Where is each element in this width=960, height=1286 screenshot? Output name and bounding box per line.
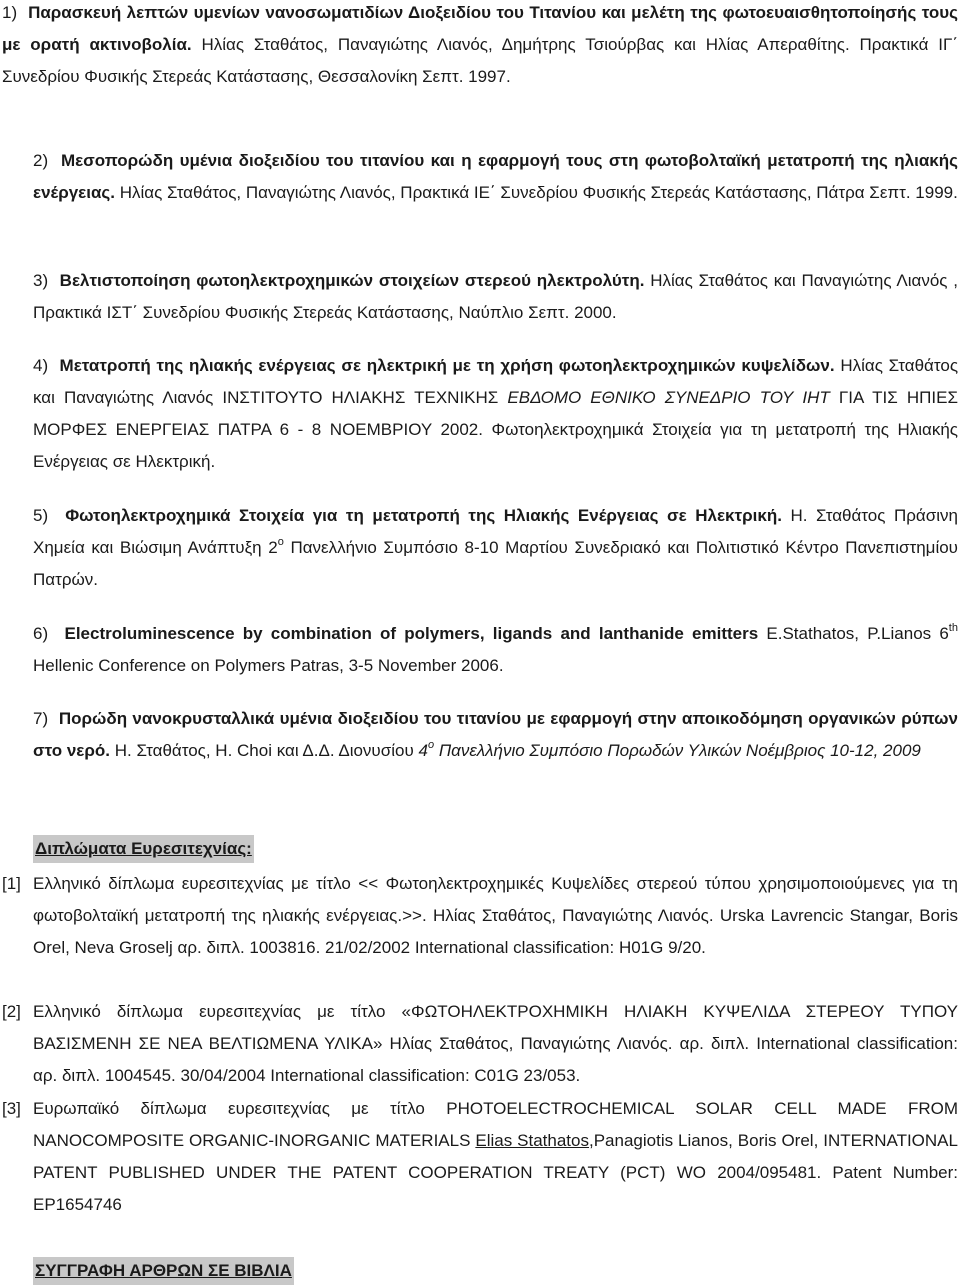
publication-title: Παρασκευή λεπτών υμενίων νανοσωματιδίων Διοξειδίου του Τιτανίου και μελέτη της φωτοευαισθητοποίησής τους με ορατή ακτινοβολία.: [2, 3, 958, 54]
publication-item-6: 6) Electroluminescence by combination of polymers, ligands and lanthanide emitters E.Stathatos, P.Lianos 6th Hellenic Conference on Polymers Patras, 3-5 November 2006.: [33, 622, 958, 675]
patent-text: Ελληνικό δίπλωμα ευρεσιτεχνίας με τίτλο «ΦΩΤΟΗΛΕΚΤΡΟΧΗΜΙΚΗ ΗΛΙΑΚΗ ΚΥΨΕΛΙΔΑ ΣΤΕΡΕΟΥ ΤΥΠΟΥ ΒΑΣΙΣΜΕΝΗ ΣΕ ΝΕΑ ΒΕΛΤΙΩΜΕΝΑ ΥΛΙΚΑ» Ηλίας Σταθάτος, Παναγιώτης Λιανός. αρ. διπλ. International classification: αρ. διπλ. 1004545. 30/04/2004 International classification: C01G 23/053.: [33, 1002, 958, 1085]
patent-item-2: [2] Ελληνικό δίπλωμα ευρεσιτεχνίας με τίτλο «ΦΩΤΟΗΛΕΚΤΡΟΧΗΜΙΚΗ ΗΛΙΑΚΗ ΚΥΨΕΛΙΔΑ ΣΤΕΡΕΟΥ ΤΥΠΟΥ ΒΑΣΙΣΜΕΝΗ ΣΕ ΝΕΑ ΒΕΛΤΙΩΜΕΝΑ ΥΛΙΚΑ» Ηλίας Σταθάτος, Παναγιώτης Λιανός. αρ. διπλ. International classification: αρ. διπλ. 1004545. 30/04/2004 International classification: C01G 23/053.: [0, 996, 958, 1092]
publication-details: Ηλίας Σταθάτος, Παναγιώτης Λιανός, Δημήτρης Τσιούρβας και Ηλίας Απεραθίτης. Πρακτικά ΙΓ΄ Συνεδρίου Φυσικής Στερεάς Κατάστασης, Θεσσαλονίκη Σεπτ. 1997.: [2, 35, 958, 86]
conference-name: ΕΒΔΟΜΟ ΕΘΝΙΚΟ ΣΥΝΕΔΡΙΟ ΤΟΥ ΙΗΤ: [507, 388, 830, 407]
publication-item-5: 5) Φωτοηλεκτροχημικά Στοιχεία για τη μετατροπή της Ηλιακής Ενέργειας σε Ηλεκτρική. Η. Σταθάτος Πράσινη Χημεία και Βιώσιμη Ανάπτυξη $2^o$ Πανελλήνιο Συμπόσιο 8-10 Μαρτίου Συνεδριακό και Πολιτιστικό Κέντρο Πανεπιστημίου Πατρών.: [33, 506, 958, 589]
patent-item-1: [1] Ελληνικό δίπλωμα ευρεσιτεχνίας με τίτλο << Φωτοηλεκτροχημικές Κυψελίδες στερεού τύπου χρησιμοποιούμενες για τη φωτοβολταϊκή μετατροπή της ηλιακής ενέργειας.>>. Ηλίας Σταθάτος, Παναγιώτης Λιανός. Urska Lavrencic Stangar, Boris Orel, Neva Groselj αρ. διπλ. 1003816. 21/02/2002 International classification: H01G 9/20.: [0, 868, 958, 964]
patent-text: Ευρωπαϊκό δίπλωμα ευρεσιτεχνίας με τίτλο PHOTOELECTROCHEMICAL SOLAR CELL MADE FROM NANOCOMPOSITE ORGANIC-INORGANIC MATERIALS Elias Stathatos,Panagiotis Lianos, Boris Orel, INTERNATIONAL PATENT PUBLISHED UNDER THE PATENT COOPERATION TREATY (PCT) WO 2004/095481. Patent Number: EP1654746: [33, 1099, 958, 1214]
publication-details: E.Stathatos, P.Lianos 6: [766, 624, 949, 643]
patent-text: Ελληνικό δίπλωμα ευρεσιτεχνίας με τίτλο << Φωτοηλεκτροχημικές Κυψελίδες στερεού τύπου χρησιμοποιούμενες για τη φωτοβολταϊκή μετατροπή της ηλιακής ενέργειας.>>. Ηλίας Σταθάτος, Παναγιώτης Λιανός. Urska Lavrencic Stangar, Boris Orel, Neva Groselj αρ. διπλ. 1003816. 21/02/2002 International classification: H01G 9/20.: [33, 874, 958, 957]
publication-title: Μεσοπορώδη υμένια διοξειδίου του τιτανίου και η εφαρμογή τους στη φωτοβολταϊκή μετατροπή της ηλιακής ενέργειας.: [33, 151, 958, 202]
publication-details: Η. Σταθάτος Πράσινη Χημεία και Βιώσιμη Ανάπτυξη 2: [33, 506, 958, 557]
publication-details-cont: ΓΙΑ ΤΙΣ ΗΠΙΕΣ ΜΟΡΦΕΣ ΕΝΕΡΓΕΙΑΣ ΠΑΤΡΑ 6 - 8 ΝΟΕΜΒΡΙΟΥ 2002. Φωτοηλεκτροχημικά Στοιχεία για τη μετατροπή της Ηλιακής Ενέργειας σε Ηλεκτρική.: [33, 388, 958, 471]
publication-title: Βελτιστοποίηση φωτοηλεκτροχημικών στοιχείων στερεού ηλεκτρολύτη.: [59, 271, 645, 290]
conference-name: Πανελλήνιο Συμπόσιο Πορωδών Υλικών Νοέμβριος 10-12, 2009: [438, 741, 921, 760]
patent-item-3: [3] Ευρωπαϊκό δίπλωμα ευρεσιτεχνίας με τίτλο PHOTOELECTROCHEMICAL SOLAR CELL MADE FROM NANOCOMPOSITE ORGANIC-INORGANIC MATERIALS Elias Stathatos,Panagiotis Lianos, Boris Orel, INTERNATIONAL PATENT PUBLISHED UNDER THE PATENT COOPERATION TREATY (PCT) WO 2004/095481. Patent Number: EP1654746: [0, 1093, 958, 1221]
publication-title: Electroluminescence by combination of polymers, ligands and lanthanide emitters: [64, 624, 759, 643]
publication-title: Φωτοηλεκτροχημικά Στοιχεία για τη μετατροπή της Ηλιακής Ενέργειας σε Ηλεκτρική.: [65, 506, 782, 525]
publication-details-cont: Πανελλήνιο Συμπόσιο 8-10 Μαρτίου Συνεδριακό και Πολιτιστικό Κέντρο Πανεπιστημίου Πατρών.: [33, 538, 958, 589]
publication-item-2: 2) Μεσοπορώδη υμένια διοξειδίου του τιτανίου και η εφαρμογή τους στη φωτοβολταϊκή μετατροπή της ηλιακής ενέργειας. Ηλίας Σταθάτος, Παναγιώτης Λιανός, Πρακτικά ΙΕ΄ Συνεδρίου Φυσικής Στερεάς Κατάστασης, Πάτρα Σεπτ. 1999.: [33, 151, 958, 202]
publication-details: Η. Σταθάτος, H. Choi και Δ.Δ. Διονυσίου: [114, 741, 414, 760]
section-heading-patents: Διπλώματα Ευρεσιτεχνίας:: [33, 835, 254, 863]
publication-details: Ηλίας Σταθάτος, Παναγιώτης Λιανός, Πρακτικά ΙΕ΄ Συνεδρίου Φυσικής Στερεάς Κατάστασης, Πάτρα Σεπτ. 1999.: [119, 183, 958, 202]
publication-details-cont: Hellenic Conference on Polymers Patras, 3-5 November 2006.: [33, 656, 504, 675]
author-link: Elias Stathatos: [475, 1131, 589, 1150]
publication-item-4: 4) Μετατροπή της ηλιακής ενέργειας σε ηλεκτρική με τη χρήση φωτοηλεκτροχημικών κυψελίδων. Ηλίας Σταθάτος και Παναγιώτης Λιανός ΙΝΣΤΙΤΟΥΤΟ ΗΛΙΑΚΗΣ ΤΕΧΝΙΚΗΣ ΕΒΔΟΜΟ ΕΘΝΙΚΟ ΣΥΝΕΔΡΙΟ ΤΟΥ ΙΗΤ ΓΙΑ ΤΙΣ ΗΠΙΕΣ ΜΟΡΦΕΣ ΕΝΕΡΓΕΙΑΣ ΠΑΤΡΑ 6 - 8 ΝΟΕΜΒΡΙΟΥ 2002. Φωτοηλεκτροχημικά Στοιχεία για τη μετατροπή της Ηλιακής Ενέργειας σε Ηλεκτρική.: [33, 356, 959, 471]
publication-title: Πορώδη νανοκρυσταλλικά υμένια διοξειδίου του τιτανίου με εφαρμογή στην αποικοδόμηση οργανικών ρύπων στο νερό.: [33, 709, 958, 760]
section-heading-books: ΣΥΓΓΡΑΦΗ ΑΡΘΡΩΝ ΣΕ ΒΙΒΛΙΑ: [33, 1257, 294, 1285]
publication-item-1: 1) Παρασκευή λεπτών υμενίων νανοσωματιδίων Διοξειδίου του Τιτανίου και μελέτη της φωτοευαισθητοποίησής τους με ορατή ακτινοβολία. Ηλίας Σταθάτος, Παναγιώτης Λιανός, Δημήτρης Τσιούρβας και Ηλίας Απεραθίτης. Πρακτικά ΙΓ΄ Συνεδρίου Φυσικής Στερεάς Κατάστασης, Θεσσαλονίκη Σεπτ. 1997.: [2, 3, 958, 86]
publication-title: Μετατροπή της ηλιακής ενέργειας σε ηλεκτρική με τη χρήση φωτοηλεκτροχημικών κυψελίδων.: [59, 356, 835, 375]
publication-item-7: 7) Πορώδη νανοκρυσταλλικά υμένια διοξειδίου του τιτανίου με εφαρμογή στην αποικοδόμηση οργανικών ρύπων στο νερό. Η. Σταθάτος, H. Choi και Δ.Δ. Διονυσίου $4^o$ Πανελλήνιο Συμπόσιο Πορωδών Υλικών Νοέμβριος 10-12, 2009: [33, 709, 958, 760]
publication-details: Ηλίας Σταθάτος και Παναγιώτης Λιανός ΙΝΣΤΙΤΟΥΤΟ ΗΛΙΑΚΗΣ ΤΕΧΝΙΚΗΣ: [33, 356, 959, 407]
publication-item-3: 3) Βελτιστοποίηση φωτοηλεκτροχημικών στοιχείων στερεού ηλεκτρολύτη. Ηλίας Σταθάτος και Παναγιώτης Λιανός , Πρακτικά ΙΣΤ΄ Συνεδρίου Φυσικής Στερεάς Κατάστασης, Ναύπλιο Σεπτ. 2000.: [33, 271, 958, 322]
publication-details: Ηλίας Σταθάτος και Παναγιώτης Λιανός , Πρακτικά ΙΣΤ΄ Συνεδρίου Φυσικής Στερεάς Κατάστασης, Ναύπλιο Σεπτ. 2000.: [33, 271, 958, 322]
